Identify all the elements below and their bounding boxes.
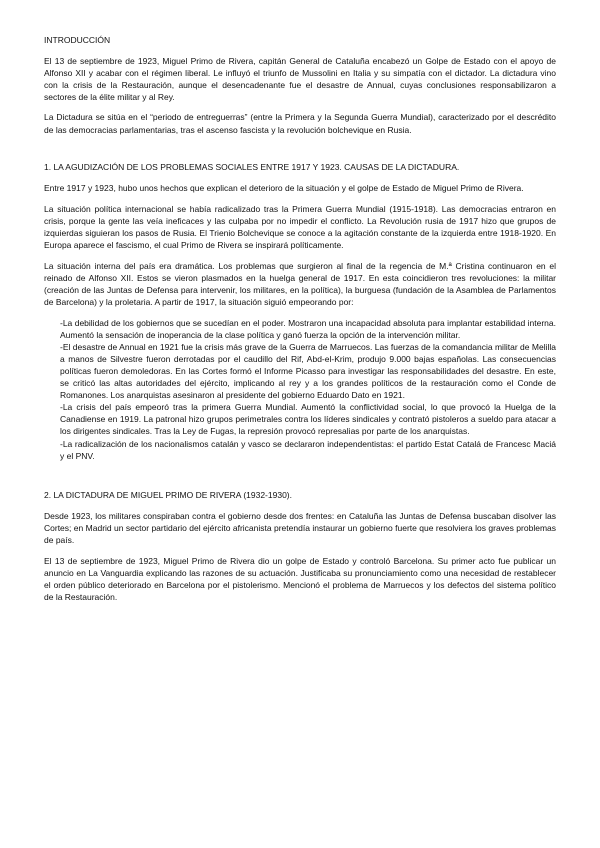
intro-title: INTRODUCCIÓN [44, 35, 111, 45]
intro-paragraph-1: El 13 de septiembre de 1923, Miguel Primo de Rivera, capitán General de Cataluña encabezó un Golpe de Estado con el apoyo de Alfonso XII y acabar con el régimen liberal. Le influyó el triunfo de Mussolini en Italia y su simpatía con el dictador. La dictadura vino con la crisis de la Restauración, aunque el desencadenante fue el desastre de Annual, cuyas conclusiones responsabilizaron a sectores de la élite militar y al Rey. [44, 55, 556, 102]
list-item: -La crisis del país empeoró tras la primera Guerra Mundial. Aumentó la conflictividad social, lo que provocó la Huelga de la Canadiense en 1919. La patronal hizo grupos perimetrales contra los líderes sindicales y contrató pistoleros a sueldo para atacar a los dirigentes sindicales. Tras la Ley de Fugas, la represión provocó represalias por parte de los anarquistas. [60, 402, 556, 437]
section-2-paragraph-2: El 13 de septiembre de 1923, Miguel Primo de Rivera dio un golpe de Estado y controló Barcelona. Su primer acto fue publicar un anuncio en La Vanguardia explicando las razones de su actuación. Justificaba su pronunciamiento como una necesidad de restablecer el orden público deteriorado en Barcelona por el pistolerismo. Mencionó el problema de Marruecos y los defectos del sistema político de la Restauración. [44, 555, 556, 602]
section-1-heading: 1. LA AGUDIZACIÓN DE LOS PROBLEMAS SOCIALES ENTRE 1917 Y 1923. CAUSAS DE LA DICTADURA. [44, 162, 460, 173]
intro-paragraph-2: La Dictadura se sitúa en el “periodo de entreguerras” (entre la Primera y la Segunda Guerra Mundial), caracterizado por el descrédito de las democracias parlamentarias, tras el ascenso fascista y la revolución bolchevique en Rusia. [44, 112, 556, 135]
section-1-paragraph-2: La situación política internacional se había radicalizado tras la Primera Guerra Mundial (1915-1918). Las democracias entraron en crisis, porque la gente las veía ineficaces y las culpaba por no impedir el conflicto. La Revolución rusia de 1917 hizo que grupos de izquierdas siguieran los pasos de Rusia. El Trienio Bolchevique se conoce a la agitación constante de la izquierda entre 1918-1920. En Europa aparece el fascismo, el cual Primo de Rivera se inspirará políticamente. [44, 203, 556, 251]
section-spacer [44, 144, 556, 161]
causes-list [60, 317, 556, 462]
section-2-paragraph-1: Desde 1923, los militares conspiraban contra el gobierno desde dos frentes: en Cataluña las Juntas de Defensa buscaban disolver las Cortes; en Madrid un sector partidario del ejército africanista pretendía instaurar un gobierno fuerte que resolviera los graves problemas de país. [44, 510, 556, 545]
list-item: -El desastre de Annual en 1921 fue la crisis más grave de la Guerra de Marruecos. Las fuerzas de la comandancia militar de Melilla a manos de Silvestre fueron derrotadas por el caudillo del Rif, Abd-el-Krim, produjo 9.000 bajas españolas. Las consecuencias políticas fueron demoledoras. En las Cortes formó el Informe Picasso para investigar las responsabilidades del desastre. En este, se criticó las altas autoridades del ejército, implicando al rey y a los grandes políticos de la restauración como el Conde de Romanones. Los anarquistas asesinaron al presidente del gobierno Eduardo Dato en 1921. [60, 341, 556, 401]
section-1-paragraph-1: Entre 1917 y 1923, hubo unos hechos que explican el deterioro de la situación y el golpe de Estado de Miguel Primo de Rivera. [44, 183, 524, 194]
section-spacer [44, 472, 556, 489]
section-1-paragraph-3: La situación interna del país era dramática. Los problemas que surgieron al final de la regencia de M.ª Cristina continuaron en el reinado de Alfonso XII. Estos se vieron plasmados en la huelga general de 1917. En esta coincidieron tres revoluciones: la militar (creación de las Juntas de Defensa para intervenir, los militares, en la política), la burguesa (fundación de la Asamblea de Parlamentos de Barcelona) y la proletaria. A partir de 1917, la situación siguió empeorando por: [44, 260, 556, 307]
section-2-heading: 2. LA DICTADURA DE MIGUEL PRIMO DE RIVERA (1932-1930). [44, 489, 292, 500]
list-item: -La radicalización de los nacionalismos catalán y vasco se declararon independentistas: el partido Estat Catalá de Francesc Maciá y el PNV. [60, 438, 556, 461]
list-item: -La debilidad de los gobiernos que se sucedían en el poder. Mostraron una incapacidad absoluta para implantar estabilidad interna. Aumentó la sensación de inoperancia de la clase política y ganó fuerza la opción de la intervención militar. [60, 317, 556, 340]
